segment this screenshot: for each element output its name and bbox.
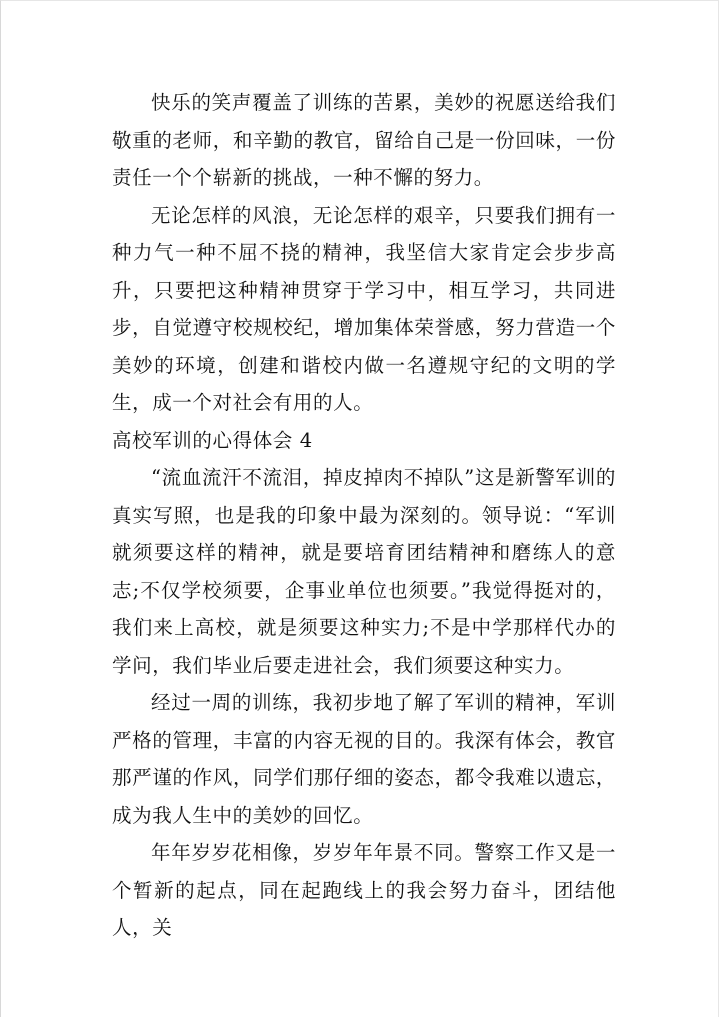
paragraph-2: 无论怎样的风浪，无论怎样的艰辛，只要我们拥有一种力气一种不屈不挠的精神，我坚信大家肯定会步步高升，只要把这种精神贯穿于学习中，相互学习，共同进步，自觉遵守校规校纪，增加集体荣誉感，努力营造一个美妙的环境，创建和谐校内做一名遵规守纪的文明的学生，成一个对社会有用的人。	[112, 203, 616, 414]
paragraph-5: 年年岁岁花相像，岁岁年年景不同。警察工作又是一个暂新的起点，同在起跑线上的我会努力奋斗，团结他人，关	[112, 841, 616, 939]
paragraph-4: 经过一周的训练，我初步地了解了军训的精神，军训严格的管理，丰富的内容无视的目的。我深有体会，教官那严谨的作风，同学们那仔细的姿态，都令我难以遗忘，成为我人生中的美妙的回忆。	[112, 691, 616, 827]
document-body	[112, 84, 616, 947]
section-heading: 高校军训的心得体会 4	[112, 428, 313, 452]
paragraph-1: 快乐的笑声覆盖了训练的苦累，美妙的祝愿送给我们敬重的老师，和辛勤的教官，留给自己是一份回味，一份责任一个个崭新的挑战，一种不懈的努力。	[112, 91, 616, 189]
paragraph-3: “流血流汗不流泪，掉皮掉肉不掉队”这是新警军训的真实写照，也是我的印象中最为深刻的。领导说：“军训就须要这样的精神，就是要培育团结精神和磨练人的意志;不仅学校须要，企事业单位也须要。”我觉得挺对的，我们来上高校，就是须要这种实力;不是中学那样代办的学问，我们毕业后要走进社会，我们须要这种实力。	[112, 466, 616, 677]
